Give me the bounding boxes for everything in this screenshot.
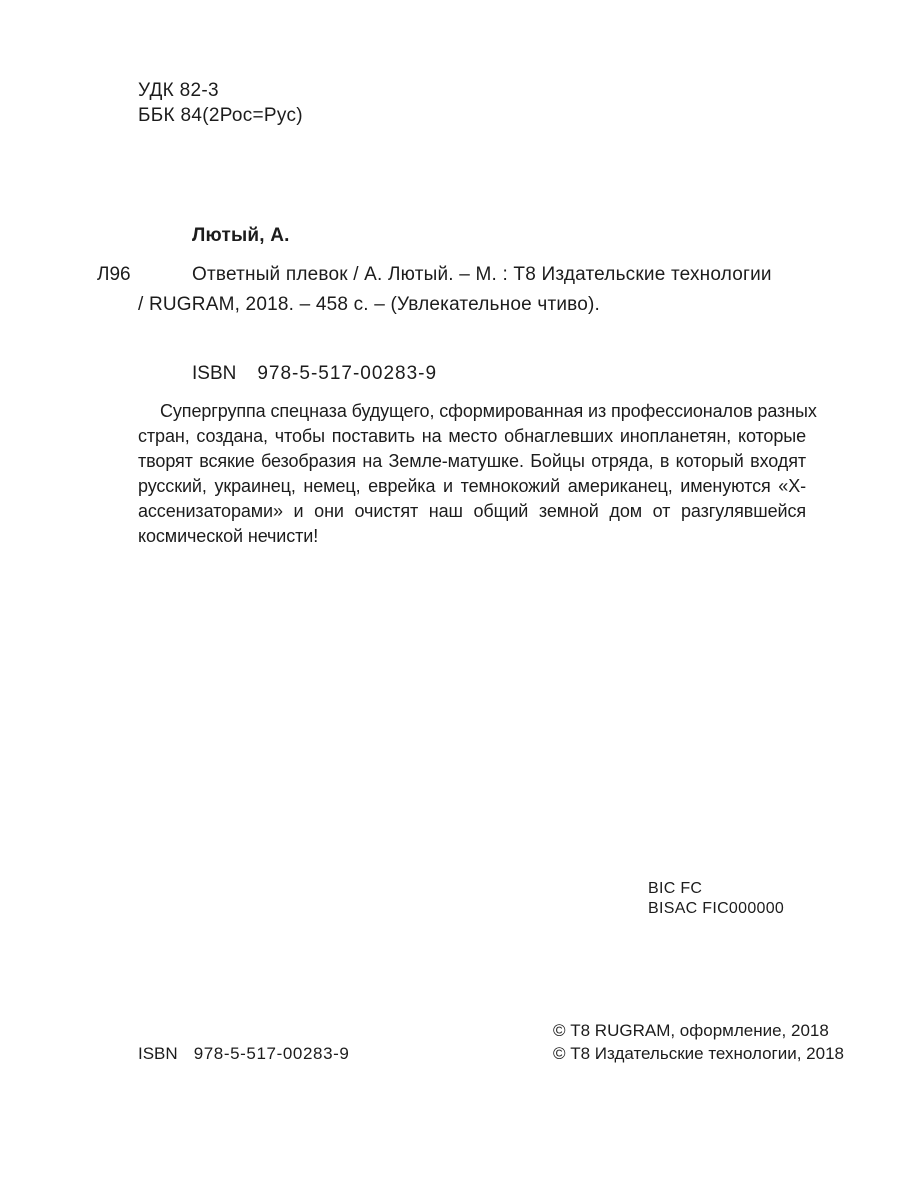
isbn-label: ISBN xyxy=(192,363,237,384)
bbk-code: ББК 84(2Рос=Рус) xyxy=(138,105,303,126)
trade-classification-block xyxy=(648,879,784,919)
catalog-code: Л96 xyxy=(97,264,131,285)
annotation-line: творят всякие безобразия на Земле-матушке. Бойцы отряда, в который входят xyxy=(138,451,806,471)
isbn-footer-block xyxy=(138,1044,349,1064)
annotation-paragraph xyxy=(138,399,817,549)
bic-code: BIC FC xyxy=(648,880,703,897)
udc-code: УДК 82-3 xyxy=(138,80,219,101)
isbn-block xyxy=(192,363,437,385)
isbn-value: 978-5-517-00283-9 xyxy=(257,363,438,384)
bibliographic-record-line1: Ответный плевок / А. Лютый. – М. : Т8 Издательские технологии xyxy=(192,264,772,285)
annotation-line: стран, создана, чтобы поставить на место обнаглевших инопланетян, которые xyxy=(138,426,806,446)
author-heading: Лютый, А. xyxy=(192,225,290,246)
annotation-line: ассенизаторами» и они очистят наш общий земной дом от разгулявшейся xyxy=(138,501,806,521)
annotation-line: русский, украинец, немец, еврейка и темнокожий американец, именуются «Х- xyxy=(138,476,806,496)
annotation-line: Супергруппа спецназа будущего, сформированная из профессионалов разных xyxy=(160,401,817,421)
isbn-footer-label: ISBN xyxy=(138,1044,178,1063)
bibliographic-record-line2: / RUGRAM, 2018. – 458 с. – (Увлекательное чтиво). xyxy=(138,294,601,315)
isbn-footer-value: 978-5-517-00283-9 xyxy=(193,1044,350,1063)
copyright-tech-line: © Т8 Издательские технологии, 2018 xyxy=(553,1044,844,1063)
bisac-code: BISAC FIC000000 xyxy=(648,900,785,917)
copyright-design-line: © Т8 RUGRAM, оформление, 2018 xyxy=(553,1021,829,1040)
classification-codes-block xyxy=(138,78,303,128)
annotation-line: космической нечисти! xyxy=(138,526,319,546)
